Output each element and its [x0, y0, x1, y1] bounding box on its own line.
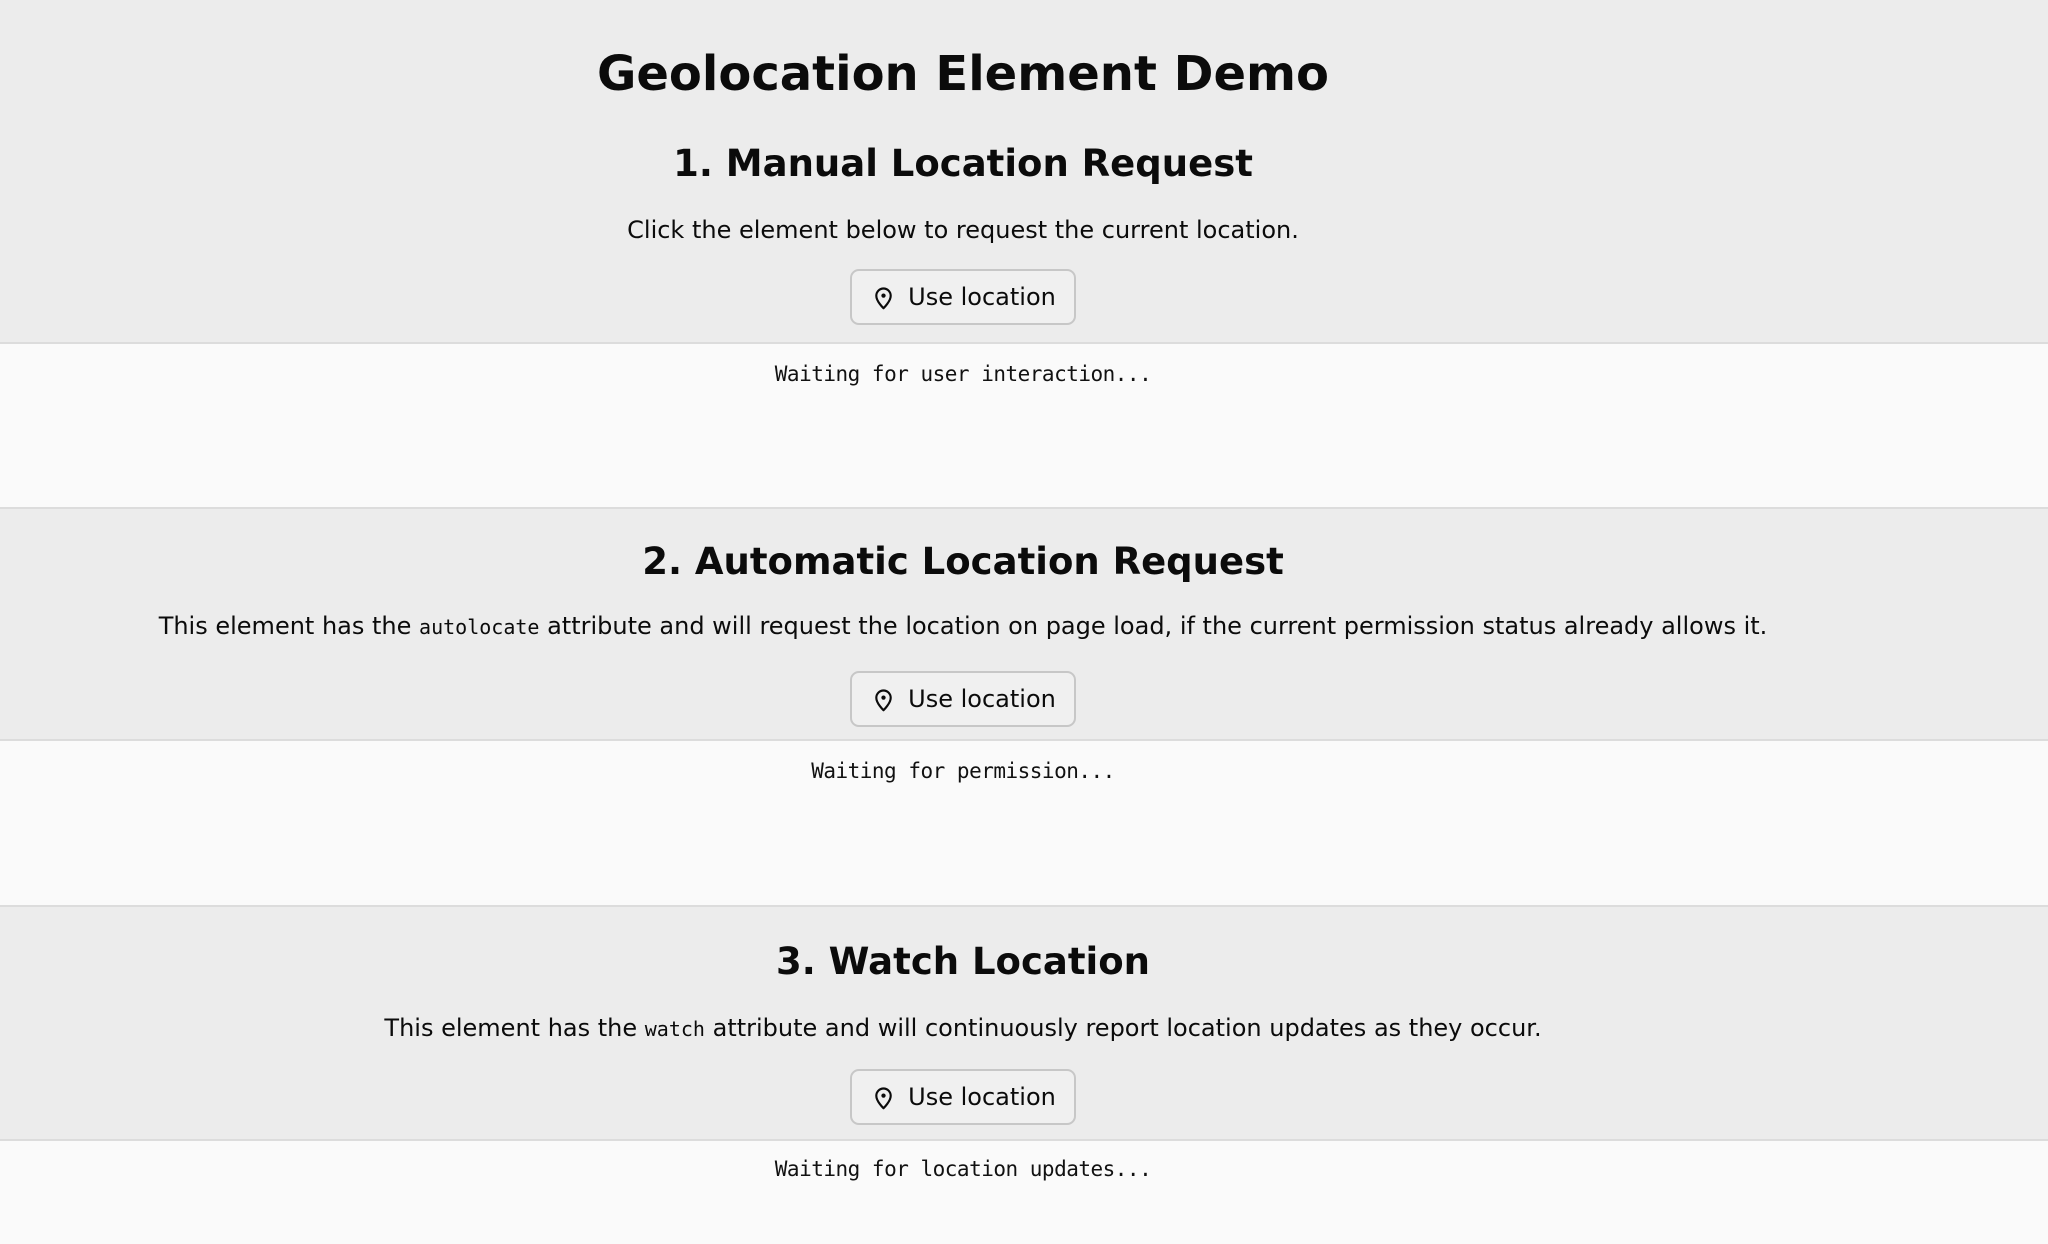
map-pin-icon — [870, 284, 897, 311]
use-location-button-watch[interactable] — [850, 1069, 1076, 1125]
watch-location-heading: 3. Watch Location — [775, 940, 1150, 983]
map-pin-icon — [870, 1084, 897, 1111]
watch-location-description — [384, 1014, 1541, 1044]
status-text-watch: Waiting for location updates... — [774, 1157, 1152, 1181]
automatic-location-heading: 2. Automatic Location Request — [642, 540, 1284, 583]
page-title: Geolocation Element Demo — [596, 46, 1330, 102]
watch-attribute-code: watch — [644, 1017, 705, 1041]
description-text: attribute and will request the location on page load, if the current permission status already allows it. — [539, 612, 1768, 640]
use-location-button-label: Use location — [908, 685, 1056, 713]
automatic-location-status-output — [0, 739, 2048, 907]
use-location-button-label: Use location — [908, 283, 1056, 311]
watch-location-section — [0, 907, 2048, 1139]
automatic-location-description — [159, 612, 1768, 642]
description-text: This element has the — [158, 612, 420, 640]
manual-location-section — [0, 0, 2048, 342]
manual-location-description: Click the element below to request the current location. — [627, 216, 1299, 244]
manual-location-heading: 1. Manual Location Request — [673, 142, 1253, 185]
watch-location-status-output — [0, 1139, 2048, 1244]
status-text-automatic: Waiting for permission... — [811, 759, 1115, 783]
autolocate-attribute-code: autolocate — [419, 615, 540, 639]
description-text: This element has the — [384, 1014, 645, 1042]
automatic-location-section — [0, 509, 2048, 739]
description-text: attribute and will continuously report location updates as they occur. — [704, 1014, 1542, 1042]
use-location-button-manual[interactable] — [850, 269, 1076, 325]
manual-location-status-output — [0, 342, 2048, 509]
map-pin-icon — [870, 686, 897, 713]
use-location-button-automatic[interactable] — [850, 671, 1076, 727]
status-text-manual: Waiting for user interaction... — [774, 362, 1152, 386]
use-location-button-label: Use location — [908, 1083, 1056, 1111]
